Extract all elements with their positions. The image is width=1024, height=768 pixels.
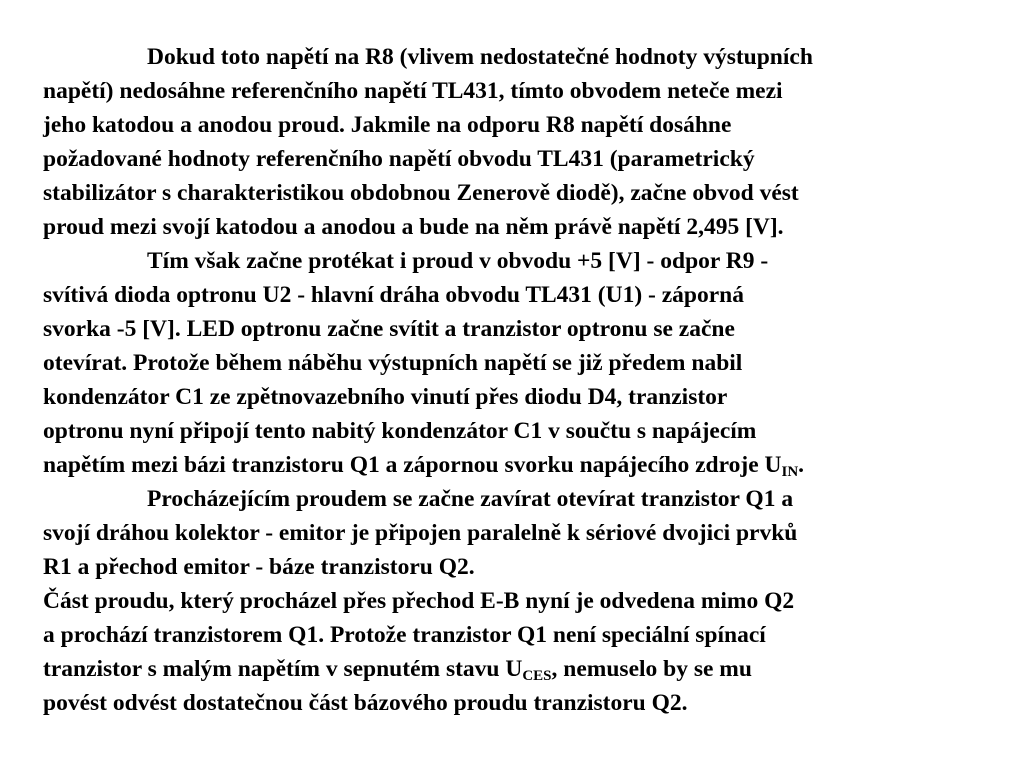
text-line: Část proudu, který procházel přes přechod E-B nyní je odvedena mimo Q2	[43, 588, 795, 614]
line-text: tranzistor s malým napětím v sepnutém stavu U	[43, 656, 523, 682]
paragraph-2	[43, 244, 1003, 482]
text-line-with-subscript	[43, 448, 1003, 482]
text-line-with-subscript	[43, 652, 1003, 686]
text-line: povést odvést dostatečnou část bázového proudu tranzistoru Q2.	[43, 690, 688, 716]
text-line: Dokud toto napětí na R8 (vlivem nedostatečné hodnoty výstupních	[147, 44, 813, 70]
subscript-ces: CES	[522, 668, 552, 684]
paragraph-3	[43, 482, 1003, 584]
text-line: požadované hodnoty referenčního napětí obvodu TL431 (parametrický	[43, 146, 755, 172]
text-line: optronu nyní připojí tento nabitý kondenzátor C1 v součtu s napájecím	[43, 418, 757, 444]
text-line: Procházejícím proudem se začne zavírat otevírat tranzistor Q1 a	[147, 486, 794, 512]
line-end: .	[798, 452, 805, 478]
line-text: napětím mezi bázi tranzistoru Q1 a zápornou svorku napájecího zdroje U	[43, 452, 782, 478]
paragraph-4	[43, 584, 1003, 720]
text-line: otevírat. Protože během náběhu výstupních napětí se již předem nabil	[43, 350, 743, 376]
text-line: svorka -5 [V]. LED optronu začne svítit a tranzistor optronu se začne	[43, 316, 735, 342]
text-line: napětí) nedosáhne referenčního napětí TL431, tímto obvodem neteče mezi	[43, 78, 783, 104]
text-line: proud mezi svojí katodou a anodou a bude na něm právě napětí 2,495 [V].	[43, 214, 784, 240]
subscript-in: IN	[781, 464, 799, 480]
body-text	[43, 40, 1003, 720]
paragraph-1	[43, 40, 1003, 244]
text-line: a prochází tranzistorem Q1. Protože tranzistor Q1 není speciální spínací	[43, 622, 766, 648]
line-end: , nemuselo by se mu	[551, 656, 752, 682]
text-line: R1 a přechod emitor - báze tranzistoru Q2.	[43, 554, 475, 580]
text-line: svítivá dioda optronu U2 - hlavní dráha obvodu TL431 (U1) - záporná	[43, 282, 745, 308]
text-line: svojí dráhou kolektor - emitor je připojen paralelně k sériové dvojici prvků	[43, 520, 798, 546]
text-line: kondenzátor C1 ze zpětnovazebního vinutí přes diodu D4, tranzistor	[43, 384, 728, 410]
text-line: jeho katodou a anodou proud. Jakmile na odporu R8 napětí dosáhne	[43, 112, 732, 138]
text-line: stabilizátor s charakteristikou obdobnou Zenerově diodě), začne obvod vést	[43, 180, 799, 206]
text-line: Tím však začne protékat i proud v obvodu +5 [V] - odpor R9 -	[147, 248, 769, 274]
